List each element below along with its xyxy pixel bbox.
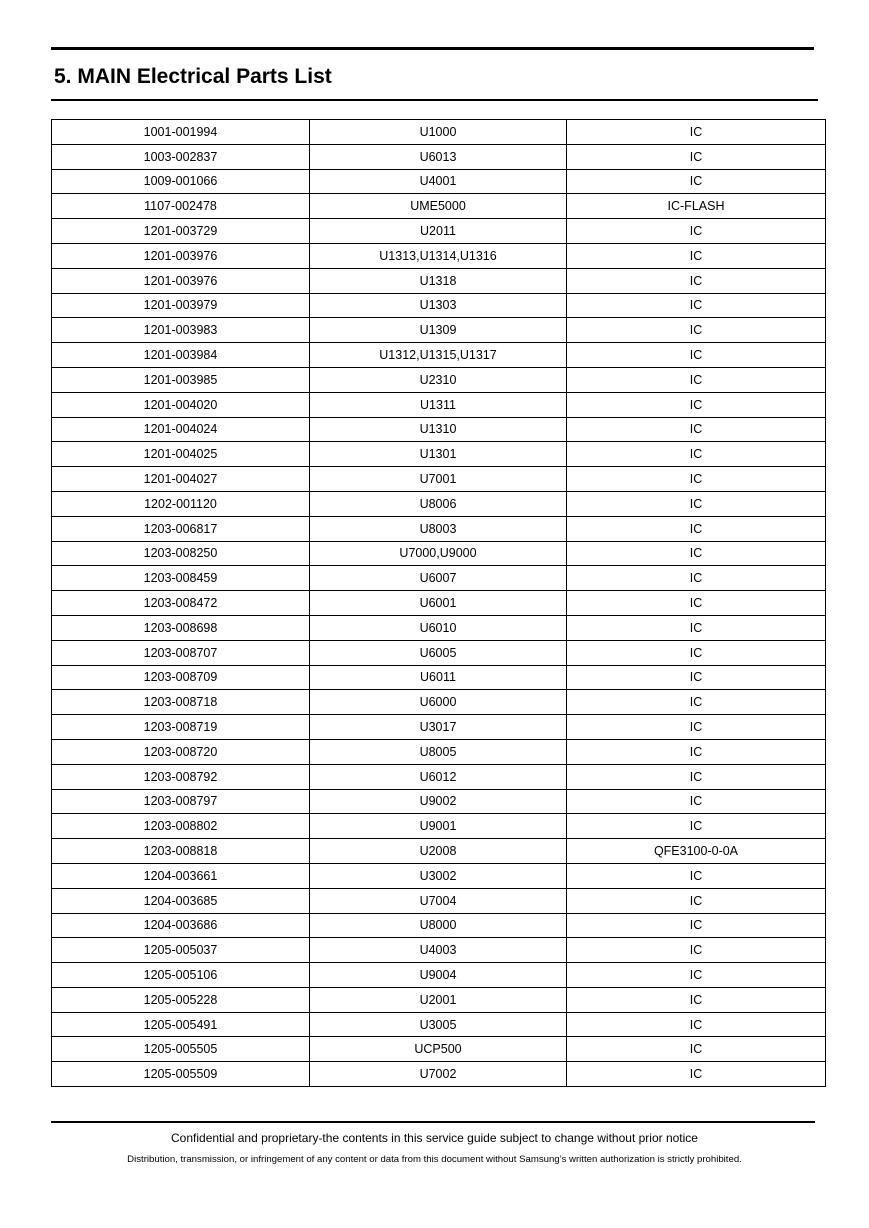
- location-cell: U6007: [310, 566, 567, 591]
- location-cell: U8006: [310, 491, 567, 516]
- location-cell: U1318: [310, 268, 567, 293]
- description-cell: IC: [567, 343, 826, 368]
- description-cell: IC: [567, 318, 826, 343]
- table-row: [52, 1062, 826, 1087]
- description-cell: IC: [567, 1012, 826, 1037]
- description-cell: IC: [567, 1062, 826, 1087]
- location-cell: U1311: [310, 392, 567, 417]
- table-row: [52, 120, 826, 145]
- table-row: [52, 715, 826, 740]
- confidential-notice: Confidential and proprietary-the contents in this service guide subject to change without prior notice: [171, 1131, 698, 1145]
- part-code-cell: 1204-003686: [52, 913, 310, 938]
- part-code-cell: 1202-001120: [52, 491, 310, 516]
- location-cell: U8003: [310, 516, 567, 541]
- description-cell: IC: [567, 789, 826, 814]
- part-code-cell: 1203-008459: [52, 566, 310, 591]
- table-row: [52, 1037, 826, 1062]
- part-code-cell: 1203-008718: [52, 690, 310, 715]
- location-cell: U6001: [310, 591, 567, 616]
- table-row: [52, 293, 826, 318]
- table-row: [52, 963, 826, 988]
- location-cell: U2310: [310, 367, 567, 392]
- description-cell: IC: [567, 888, 826, 913]
- location-cell: U1309: [310, 318, 567, 343]
- table-row: [52, 814, 826, 839]
- table-row: [52, 566, 826, 591]
- table-row: [52, 318, 826, 343]
- description-cell: IC: [567, 739, 826, 764]
- location-cell: U7000,U9000: [310, 541, 567, 566]
- part-code-cell: 1003-002837: [52, 144, 310, 169]
- location-cell: U7002: [310, 1062, 567, 1087]
- description-cell: QFE3100-0-0A: [567, 839, 826, 864]
- part-code-cell: 1201-003984: [52, 343, 310, 368]
- location-cell: U4001: [310, 169, 567, 194]
- description-cell: IC: [567, 243, 826, 268]
- part-code-cell: 1203-008709: [52, 665, 310, 690]
- table-row: [52, 640, 826, 665]
- table-row: [52, 343, 826, 368]
- location-cell: U3002: [310, 863, 567, 888]
- table-row: [52, 863, 826, 888]
- description-cell: IC: [567, 169, 826, 194]
- description-cell: IC: [567, 392, 826, 417]
- table-row: [52, 194, 826, 219]
- part-code-cell: 1001-001994: [52, 120, 310, 145]
- description-cell: IC: [567, 566, 826, 591]
- parts-table: [51, 119, 826, 1087]
- description-cell: IC: [567, 913, 826, 938]
- location-cell: U1310: [310, 417, 567, 442]
- table-row: [52, 169, 826, 194]
- table-row: [52, 913, 826, 938]
- location-cell: U8000: [310, 913, 567, 938]
- description-cell: IC: [567, 1037, 826, 1062]
- part-code-cell: 1205-005106: [52, 963, 310, 988]
- part-code-cell: 1201-004025: [52, 442, 310, 467]
- table-row: [52, 367, 826, 392]
- part-code-cell: 1203-008250: [52, 541, 310, 566]
- description-cell: IC: [567, 367, 826, 392]
- location-cell: U2011: [310, 219, 567, 244]
- page-title: 5. MAIN Electrical Parts List: [54, 65, 332, 88]
- table-row: [52, 442, 826, 467]
- location-cell: U9001: [310, 814, 567, 839]
- table-row: [52, 665, 826, 690]
- part-code-cell: 1203-008719: [52, 715, 310, 740]
- location-cell: U2001: [310, 987, 567, 1012]
- location-cell: U7001: [310, 467, 567, 492]
- table-row: [52, 243, 826, 268]
- table-row: [52, 764, 826, 789]
- description-cell: IC: [567, 293, 826, 318]
- table-row: [52, 268, 826, 293]
- table-row: [52, 938, 826, 963]
- part-code-cell: 1203-006817: [52, 516, 310, 541]
- location-cell: U9002: [310, 789, 567, 814]
- top-rule: [51, 47, 814, 50]
- part-code-cell: 1201-003976: [52, 268, 310, 293]
- location-cell: U6000: [310, 690, 567, 715]
- part-code-cell: 1203-008818: [52, 839, 310, 864]
- part-code-cell: 1205-005491: [52, 1012, 310, 1037]
- description-cell: IC: [567, 268, 826, 293]
- location-cell: U4003: [310, 938, 567, 963]
- table-row: [52, 516, 826, 541]
- part-code-cell: 1205-005505: [52, 1037, 310, 1062]
- description-cell: IC-FLASH: [567, 194, 826, 219]
- part-code-cell: 1203-008472: [52, 591, 310, 616]
- table-row: [52, 987, 826, 1012]
- description-cell: IC: [567, 120, 826, 145]
- description-cell: IC: [567, 764, 826, 789]
- part-code-cell: 1204-003685: [52, 888, 310, 913]
- table-row: [52, 888, 826, 913]
- location-cell: U2008: [310, 839, 567, 864]
- description-cell: IC: [567, 541, 826, 566]
- part-code-cell: 1107-002478: [52, 194, 310, 219]
- part-code-cell: 1203-008792: [52, 764, 310, 789]
- location-cell: U8005: [310, 739, 567, 764]
- location-cell: U9004: [310, 963, 567, 988]
- part-code-cell: 1204-003661: [52, 863, 310, 888]
- table-row: [52, 839, 826, 864]
- table-row: [52, 690, 826, 715]
- title-rule: [51, 99, 818, 101]
- description-cell: IC: [567, 814, 826, 839]
- description-cell: IC: [567, 938, 826, 963]
- table-row: [52, 467, 826, 492]
- parts-table-body: [52, 120, 826, 1087]
- distribution-notice: Distribution, transmission, or infringement of any content or data from this document without Samsung’s written authorization is strictly prohibited.: [127, 1154, 742, 1165]
- description-cell: IC: [567, 715, 826, 740]
- location-cell: U6005: [310, 640, 567, 665]
- description-cell: IC: [567, 615, 826, 640]
- table-row: [52, 417, 826, 442]
- location-cell: U6011: [310, 665, 567, 690]
- location-cell: U1303: [310, 293, 567, 318]
- description-cell: IC: [567, 591, 826, 616]
- location-cell: U1301: [310, 442, 567, 467]
- location-cell: U3017: [310, 715, 567, 740]
- part-code-cell: 1201-003985: [52, 367, 310, 392]
- location-cell: UCP500: [310, 1037, 567, 1062]
- table-row: [52, 541, 826, 566]
- description-cell: IC: [567, 963, 826, 988]
- part-code-cell: 1201-003979: [52, 293, 310, 318]
- part-code-cell: 1203-008720: [52, 739, 310, 764]
- part-code-cell: 1203-008797: [52, 789, 310, 814]
- location-cell: U1313,U1314,U1316: [310, 243, 567, 268]
- description-cell: IC: [567, 442, 826, 467]
- part-code-cell: 1205-005509: [52, 1062, 310, 1087]
- part-code-cell: 1009-001066: [52, 169, 310, 194]
- description-cell: IC: [567, 491, 826, 516]
- table-row: [52, 789, 826, 814]
- table-row: [52, 1012, 826, 1037]
- part-code-cell: 1201-003976: [52, 243, 310, 268]
- description-cell: IC: [567, 640, 826, 665]
- table-row: [52, 144, 826, 169]
- location-cell: U6012: [310, 764, 567, 789]
- part-code-cell: 1201-003983: [52, 318, 310, 343]
- description-cell: IC: [567, 516, 826, 541]
- part-code-cell: 1201-004027: [52, 467, 310, 492]
- part-code-cell: 1201-003729: [52, 219, 310, 244]
- part-code-cell: 1203-008707: [52, 640, 310, 665]
- part-code-cell: 1205-005228: [52, 987, 310, 1012]
- description-cell: IC: [567, 863, 826, 888]
- description-cell: IC: [567, 690, 826, 715]
- part-code-cell: 1203-008802: [52, 814, 310, 839]
- table-row: [52, 491, 826, 516]
- description-cell: IC: [567, 987, 826, 1012]
- location-cell: U1312,U1315,U1317: [310, 343, 567, 368]
- part-code-cell: 1201-004020: [52, 392, 310, 417]
- description-cell: IC: [567, 665, 826, 690]
- table-row: [52, 392, 826, 417]
- table-row: [52, 739, 826, 764]
- location-cell: U6013: [310, 144, 567, 169]
- location-cell: U6010: [310, 615, 567, 640]
- footer-rule: [51, 1121, 815, 1123]
- part-code-cell: 1201-004024: [52, 417, 310, 442]
- location-cell: UME5000: [310, 194, 567, 219]
- part-code-cell: 1205-005037: [52, 938, 310, 963]
- description-cell: IC: [567, 417, 826, 442]
- table-row: [52, 615, 826, 640]
- location-cell: U7004: [310, 888, 567, 913]
- location-cell: U3005: [310, 1012, 567, 1037]
- part-code-cell: 1203-008698: [52, 615, 310, 640]
- table-row: [52, 219, 826, 244]
- description-cell: IC: [567, 144, 826, 169]
- description-cell: IC: [567, 467, 826, 492]
- table-row: [52, 591, 826, 616]
- location-cell: U1000: [310, 120, 567, 145]
- description-cell: IC: [567, 219, 826, 244]
